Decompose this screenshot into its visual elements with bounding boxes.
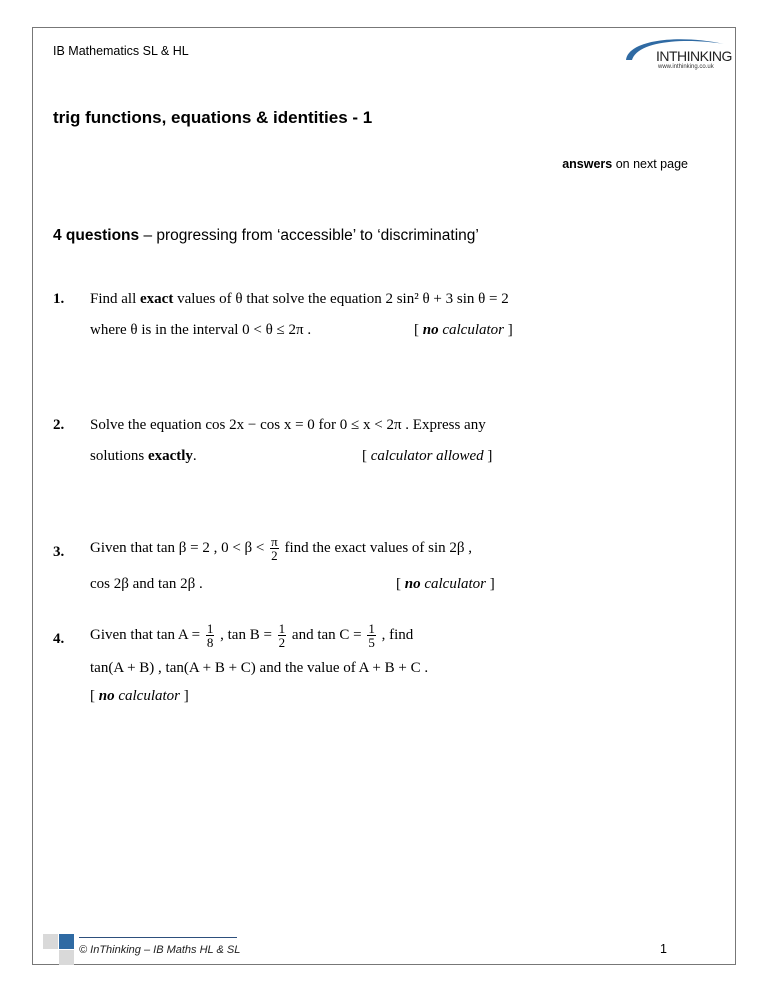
q1-calc: [ no calculator ] bbox=[414, 322, 513, 338]
footer-square-gray bbox=[43, 934, 58, 949]
q4-calc: [ no calculator ] bbox=[90, 688, 189, 704]
intro bbox=[53, 227, 479, 245]
intro-bold: 4 questions bbox=[53, 227, 140, 244]
q3-calc: [ no calculator ] bbox=[396, 576, 495, 592]
q3-number: 3. bbox=[53, 544, 65, 560]
logo-url: www.inthinking.co.uk bbox=[658, 64, 714, 70]
page-title: trig functions, equations & identities - 1 bbox=[53, 108, 373, 127]
footer-square-gray2 bbox=[59, 950, 74, 965]
q2-line1: Solve the equation cos 2x − cos x = 0 for 0 ≤ x < 2π . Express any bbox=[90, 417, 486, 433]
footer-copyright: © InThinking – IB Maths HL & SL bbox=[79, 944, 241, 956]
answers-bold: answers bbox=[562, 157, 613, 171]
q3-line2: cos 2β and tan 2β . bbox=[90, 576, 203, 592]
q1-line1: Find all exact values of θ that solve the equation 2 sin² θ + 3 sin θ = 2 bbox=[90, 291, 509, 307]
q1-number: 1. bbox=[53, 291, 65, 307]
q4-line2: tan(A + B) , tan(A + B + C) and the value of A + B + C . bbox=[90, 660, 429, 676]
header-subject: IB Mathematics SL & HL bbox=[53, 44, 189, 58]
logo-text: INTHINKING bbox=[656, 48, 732, 64]
footer-square-blue bbox=[59, 934, 74, 949]
page-number: 1 bbox=[660, 942, 667, 956]
inthinking-logo bbox=[618, 30, 732, 76]
q2-calc: [ calculator allowed ] bbox=[362, 448, 493, 464]
answers-note bbox=[562, 157, 688, 171]
answers-rest: on next page bbox=[612, 157, 688, 171]
q2-line2: solutions exactly. bbox=[90, 448, 197, 464]
intro-rest: – progressing from ‘accessible’ to ‘discriminating’ bbox=[139, 227, 479, 244]
footer-divider bbox=[79, 937, 237, 938]
q1-line2: where θ is in the interval 0 < θ ≤ 2π . bbox=[90, 322, 312, 338]
q4-number: 4. bbox=[53, 631, 65, 647]
q4-line1: Given that tan A = $\frac{1}{8}$ , tan B = $\frac{1}{2}$ and tan C = $\frac{1}{5}$ , find bbox=[90, 621, 414, 650]
q2-number: 2. bbox=[53, 417, 65, 433]
q3-line1: Given that tan β = 2 , 0 < β < $\frac{\pi}{2}$ find the exact values of sin 2β , bbox=[90, 534, 473, 563]
